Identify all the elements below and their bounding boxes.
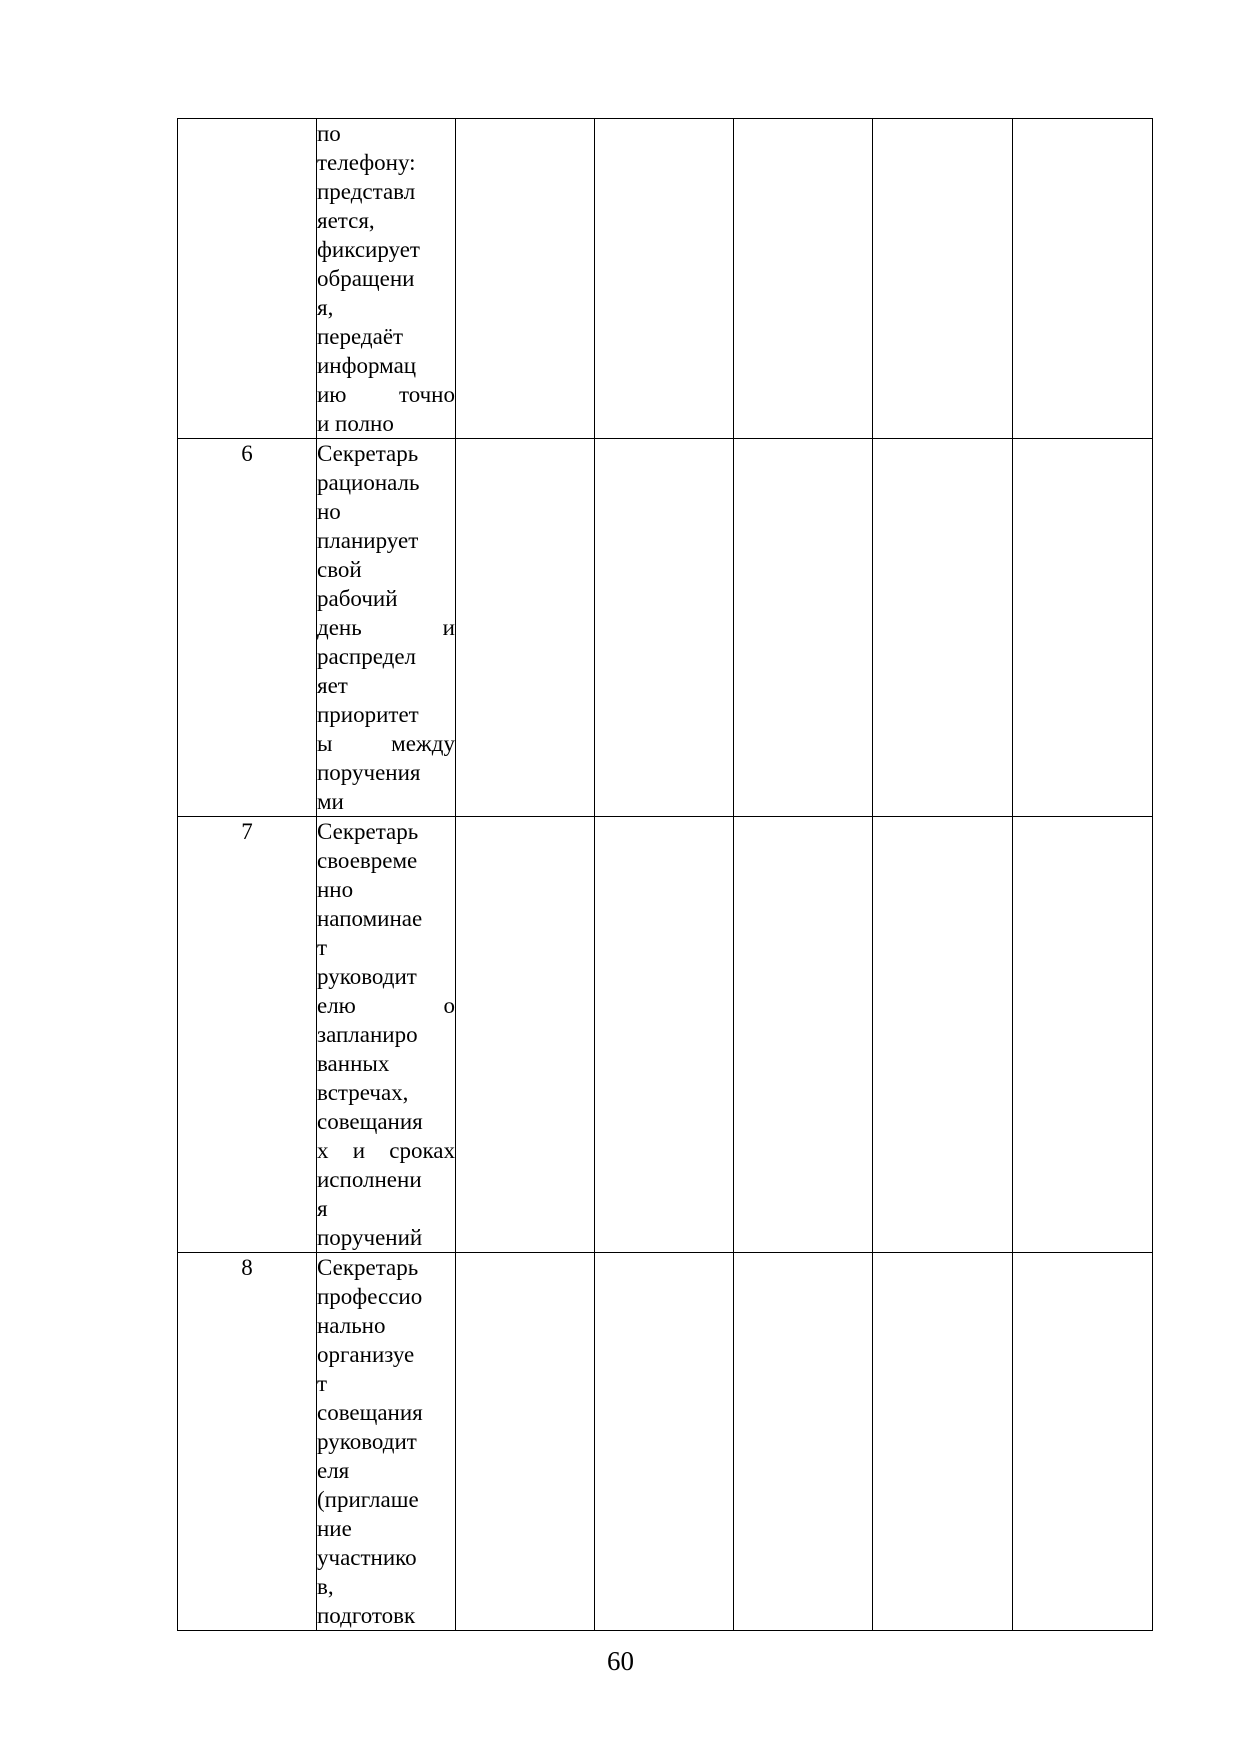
criterion-text-line: совещания — [317, 1400, 423, 1425]
criterion-text-line: ию точно — [317, 382, 455, 407]
score-cell — [873, 1253, 1013, 1631]
score-cell — [595, 817, 734, 1253]
score-cell — [456, 439, 595, 817]
criterion-text-line: представл — [317, 179, 416, 204]
criterion-text-line: я, — [317, 295, 334, 320]
criterion-text-line: ванных — [317, 1051, 390, 1076]
criterion-text-line: совещания — [317, 1109, 423, 1134]
table-row — [178, 439, 1153, 817]
score-cell — [734, 119, 873, 439]
score-cell — [1013, 1253, 1153, 1631]
criterion-text-line: (приглаше — [317, 1487, 419, 1512]
criterion-text-line: яет — [317, 673, 348, 698]
criterion-text-line: поручений — [317, 1225, 423, 1250]
criterion-text-line: встречах, — [317, 1080, 409, 1105]
criterion-text-line: т — [317, 935, 328, 960]
criterion-text-line: передаёт — [317, 324, 404, 349]
criterion-text-line: но — [317, 499, 341, 524]
evaluation-table — [177, 118, 1153, 1631]
criterion-text-line: поручения — [317, 760, 421, 785]
criterion-text-line: телефону: — [317, 150, 416, 175]
criterion-text-line: ми — [317, 789, 344, 814]
score-cell — [873, 817, 1013, 1253]
criterion-text-line: рациональ — [317, 470, 420, 495]
table-row — [178, 119, 1153, 439]
criterion-text-line: по — [317, 121, 341, 146]
score-cell — [734, 817, 873, 1253]
criterion-text-line: распредел — [317, 644, 417, 669]
criterion-text-line: профессио — [317, 1284, 423, 1309]
criterion-cell — [317, 439, 456, 817]
criterion-cell — [317, 119, 456, 439]
criterion-text-line: ы между — [317, 731, 455, 756]
row-number-cell: 6 — [178, 439, 317, 817]
score-cell — [1013, 119, 1153, 439]
score-cell — [873, 119, 1013, 439]
criterion-text-line: участнико — [317, 1545, 417, 1570]
criterion-text-line: день и — [317, 615, 455, 640]
criterion-text-line: исполнени — [317, 1167, 422, 1192]
criterion-text-line: руководит — [317, 964, 417, 989]
criterion-text-line: нно — [317, 877, 354, 902]
score-cell — [1013, 817, 1153, 1253]
criterion-text-line: подготовк — [317, 1603, 416, 1628]
criterion-text-line: х и сроках — [317, 1138, 455, 1163]
row-number-cell — [178, 119, 317, 439]
criterion-text-line: нально — [317, 1313, 386, 1338]
score-cell — [595, 439, 734, 817]
criterion-text-line: руководит — [317, 1429, 417, 1454]
criterion-text-line: планирует — [317, 528, 419, 553]
criterion-text-line: свой — [317, 557, 362, 582]
score-cell — [873, 439, 1013, 817]
score-cell — [595, 119, 734, 439]
criterion-text-line: организуе — [317, 1342, 415, 1367]
score-cell — [456, 119, 595, 439]
criterion-text-line: своевреме — [317, 848, 418, 873]
criterion-text-line: я — [317, 1196, 328, 1221]
criterion-text-line: т — [317, 1371, 328, 1396]
criterion-text-line: и полно — [317, 411, 394, 436]
criterion-cell — [317, 1253, 456, 1631]
table-row — [178, 817, 1153, 1253]
row-number-cell: 7 — [178, 817, 317, 1253]
score-cell — [456, 817, 595, 1253]
criterion-text-line: запланиро — [317, 1022, 418, 1047]
score-cell — [1013, 439, 1153, 817]
criterion-text-line: напоминае — [317, 906, 423, 931]
page-number: 60 — [607, 1646, 634, 1676]
criterion-text-line: информац — [317, 353, 417, 378]
table-row — [178, 1253, 1153, 1631]
criterion-text-line: обращени — [317, 266, 415, 291]
criterion-text-line: Секретарь — [317, 441, 419, 466]
criterion-text-line: елю о — [317, 993, 455, 1018]
score-cell — [456, 1253, 595, 1631]
row-number-cell: 8 — [178, 1253, 317, 1631]
criterion-text-line: в, — [317, 1574, 334, 1599]
criterion-text-line: Секретарь — [317, 819, 419, 844]
score-cell — [734, 1253, 873, 1631]
criterion-text-line: фиксирует — [317, 237, 420, 262]
criterion-text-line: ние — [317, 1516, 352, 1541]
criterion-text-line: яется, — [317, 208, 375, 233]
score-cell — [734, 439, 873, 817]
criterion-text-line: рабочий — [317, 586, 398, 611]
score-cell — [595, 1253, 734, 1631]
criterion-text-line: приоритет — [317, 702, 419, 727]
criterion-cell — [317, 817, 456, 1253]
criterion-text-line: Секретарь — [317, 1255, 419, 1280]
criterion-text-line: еля — [317, 1458, 350, 1483]
